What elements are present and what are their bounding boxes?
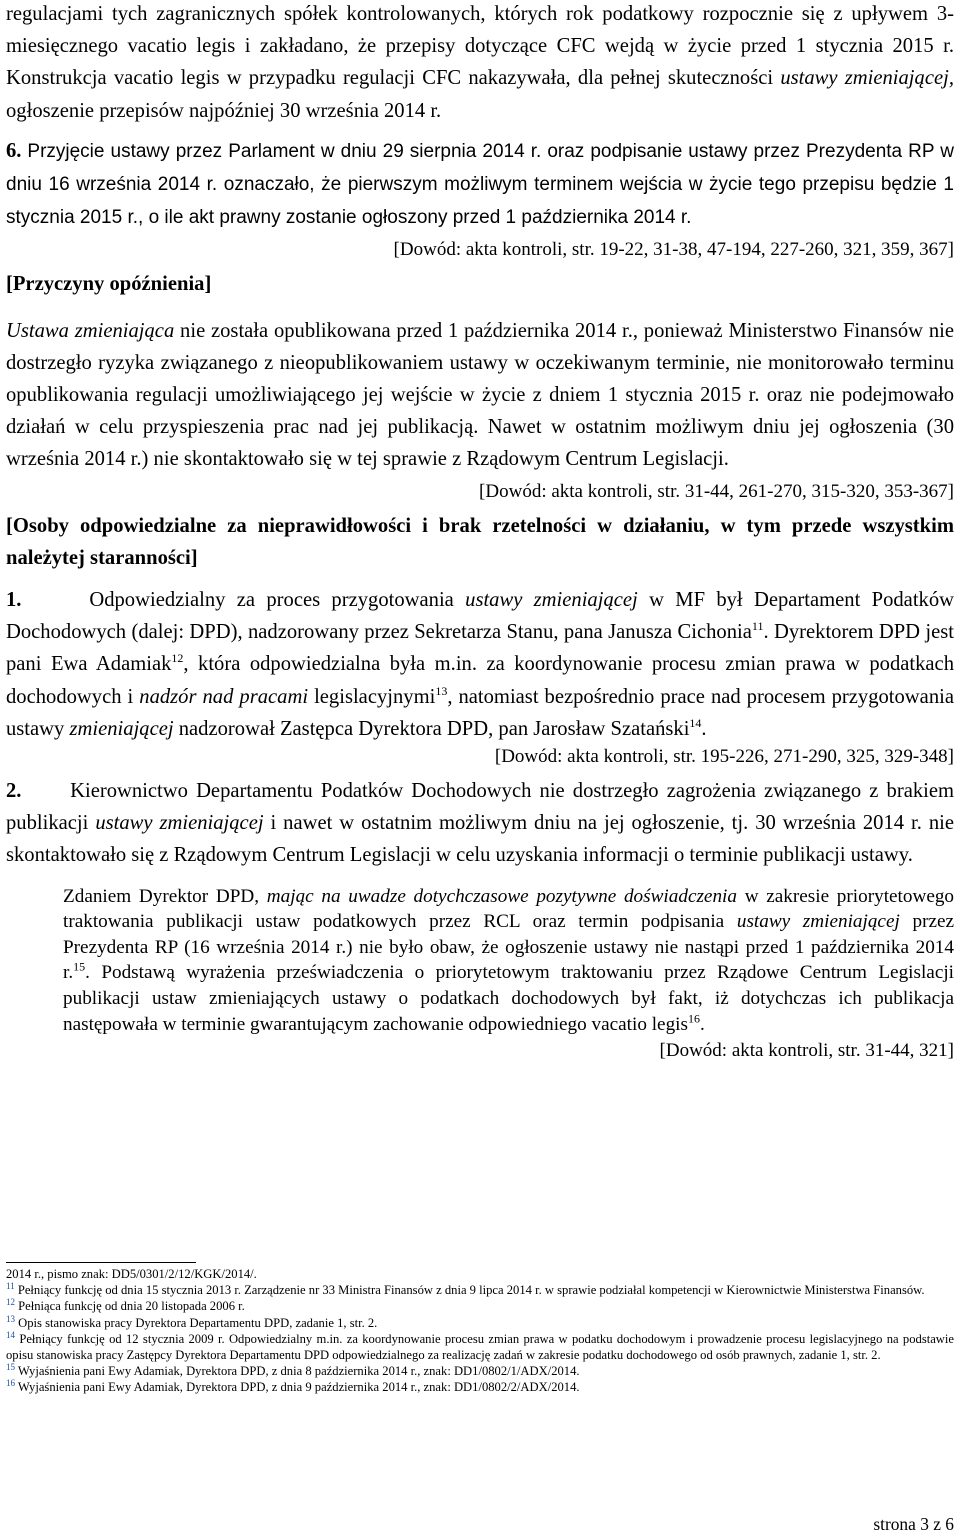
footnote-ref: 13 bbox=[435, 683, 448, 698]
document-page bbox=[6, 0, 955, 1395]
item-number: 1. bbox=[6, 589, 22, 612]
footnote-16: $^{16}$ Wyjaśnienia pani Ewy Adamiak, Dyrektora DPD, z dnia 9 października 2014 r., znak: DD1/0802/2/ADX/2014. bbox=[6, 1378, 580, 1395]
footnote-continuation: 2014 r., pismo znak: DD5/0301/2/12/KGK/2014/. bbox=[6, 1267, 257, 1281]
footnote-13: $^{13}$ Opis stanowiska pracy Dyrektora Departamentu DPD, zadanie 1, str. 2. bbox=[6, 1313, 378, 1330]
section-heading-responsible-persons: [Osoby odpowiedzialne za nieprawidłowości i brak rzetelności w działaniu, w tym przede wszystkim należytej staranności] bbox=[6, 514, 954, 569]
paragraph-item-6: 6. Przyjęcie ustawy przez Parlament w dniu 29 sierpnia 2014 r. oraz podpisanie ustawy przez Prezydenta RP w dniu 16 września 2014 r. oznaczało, że pierwszym możliwym terminem wejścia w życie tego przepisu będzie 1 stycznia 2015 r., o ile akt prawny zostanie ogłoszony przed 1 października 2014 r. bbox=[6, 139, 955, 229]
section-heading-delay-causes: [Przyczyny opóźnienia] bbox=[6, 273, 212, 296]
item-number: 2. bbox=[6, 780, 22, 803]
footnote-ref: 14 bbox=[689, 716, 702, 730]
footnote-ref: 15 bbox=[73, 960, 86, 975]
paragraph-delay-causes: Ustawa zmieniająca nie została opublikowana przed 1 października 2014 r., ponieważ Ministerstwo Finansów nie dostrzegło ryzyka związanego z nieopublikowaniem ustawy w oczekiwanym terminie, nie monitorowało terminu opublikowania regulacji umożliwiającego jej wejście w życie z dniem 1 stycznia 2015 r. oraz nie podejmowało działań w celu przyspieszenia prac nad jej publikacją. Nawet w ostatnim możliwym dniu jej ogłoszenia (30 września 2014 r.) nie skontaktowało się w tej sprawie z Rządowym Centrum Legislacji. bbox=[6, 319, 954, 471]
footnote-divider bbox=[6, 1262, 196, 1263]
director-statement-quote: Zdaniem Dyrektor DPD, mając na uwadze dotychczasowe pozytywne doświadczenia w zakresie priorytetowego traktowania publikacji ustaw podatkowych przez RCL oraz termin podpisania ustawy zmieniającej przez Prezydenta RP (16 września 2014 r.) nie było obaw, że ogłoszenie ustawy nie nastąpi przed 1 października 2014 r.$^{15}$. Podstawą wyrażenia przeświadczenia o priorytetowym traktowaniu przez Rządowe Centrum Legislacji publikacji ustaw zmieniających ustawy o podatkach dochodowych był fakt, iż dotychczas ich publikacja następowała w terminie gwarantującym zachowanie odpowiedniego vacatio legis$^{16}$. bbox=[63, 885, 955, 1035]
footnote-15: $^{15}$ Wyjaśnienia pani Ewy Adamiak, Dyrektora DPD, z dnia 8 października 2014 r., znak: DD1/0802/1/ADX/2014. bbox=[6, 1362, 580, 1379]
footnote-ref: 16 bbox=[687, 1011, 700, 1026]
paragraph-item-1: 1. Odpowiedzialny za proces przygotowania ustawy zmieniającej w MF był Departament Podatków Dochodowych (dalej: DPD), nadzorowany przez Sekretarza Stanu, pana Janusza Cichonia$^{11}$. Dyrektorem DPD jest pani Ewa Adamiak$^{12}$, która odpowiedzialna była m.in. za koordynowanie procesu zmian prawa w podatkach dochodowych i nadzór nad pracami legislacyjnymi$^{13}$, natomiast bezpośrednio prace nad procesem przygotowania ustawy zmieniającej nadzorował Zastępca Dyrektora DPD, pan Jarosław Szatański$^{14}$. bbox=[6, 589, 955, 740]
footnotes bbox=[6, 1266, 954, 1396]
evidence-reference: [Dowód: akta kontroli, str. 31-44, 321] bbox=[659, 1040, 954, 1062]
footnote-11: $^{11}$ Pełniący funkcję od dnia 15 stycznia 2013 r. Zarządzenie nr 33 Ministra Finansów z dnia 9 lipca 2014 r. w sprawie podziałal kompetencji w Kierownictwie Ministerstwa Finansów. bbox=[6, 1281, 925, 1298]
footnote-ref: 12 bbox=[171, 651, 184, 666]
item-number: 6. bbox=[6, 139, 22, 162]
page-number: strona 3 z 6 bbox=[873, 1514, 954, 1534]
footnote-ref: 11 bbox=[751, 619, 764, 634]
evidence-reference: [Dowód: akta kontroli, str. 19-22, 31-38, 47-194, 227-260, 321, 359, 367] bbox=[393, 239, 954, 261]
paragraph-item-2: 2. Kierownictwo Departamentu Podatków Dochodowych nie dostrzegło zagrożenia związanego z brakiem publikacji ustawy zmieniającej i nawet w ostatnim możliwym dniu na jej ogłoszenie, tj. 30 września 2014 r. nie skontaktowało się z Rządowym Centrum Legislacji w celu uzyskania informacji o terminie publikacji ustawy. bbox=[6, 780, 955, 867]
footnote-14: $^{14}$ Pełniący funkcję od 12 stycznia 2009 r. Odpowiedzialny m.in. za koordynowanie procesu zmian prawa w podatku dochodowym i prowadzenie procesu legislacyjnego na podstawie opisu stanowiska pracy Zastępcy Dyrektora Departamentu DPD odpowiedzialnego za realizację zadań w zakresie podatku dochodowego od osób prawnych, zadanie 1, str. 2. bbox=[6, 1329, 954, 1363]
evidence-reference: [Dowód: akta kontroli, str. 31-44, 261-270, 315-320, 353-367] bbox=[479, 480, 954, 502]
footnote-12: $^{12}$ Pełniąca funkcję od dnia 20 listopada 2006 r. bbox=[6, 1297, 245, 1314]
evidence-reference: [Dowód: akta kontroli, str. 195-226, 271-290, 325, 329-348] bbox=[494, 746, 954, 768]
paragraph-cfc: regulacjami tych zagranicznych spółek kontrolowanych, których rok podatkowy rozpocznie się z upływem 3-miesięcznego vacatio legis i zakładano, że przepisy dotyczące CFC wejdą w życie przed 1 stycznia 2015 r. Konstrukcja vacatio legis w przypadku regulacji CFC nakazywała, dla pełnej skuteczności ustawy zmieniającej, ogłoszenie przepisów najpóźniej 30 września 2014 r. bbox=[6, 3, 954, 122]
